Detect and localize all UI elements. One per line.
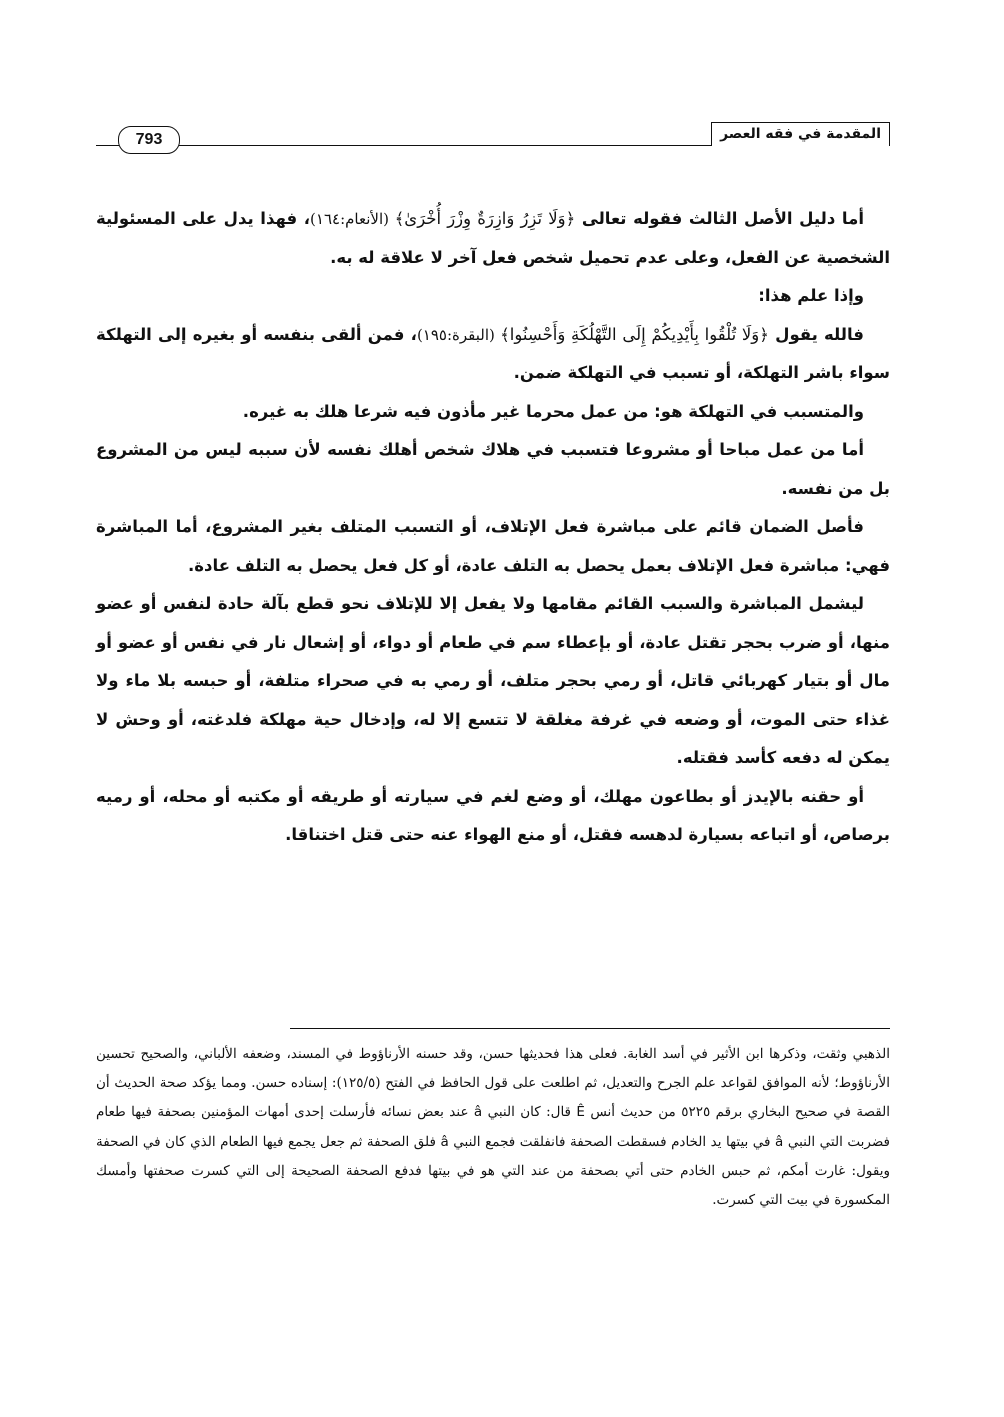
honorific-glyph: â — [775, 1133, 784, 1150]
paragraph-3-intro: فالله يقول — [768, 324, 864, 344]
verse-reference-anam: (الأنعام:١٦٤) — [310, 210, 395, 228]
honorific-glyph: â — [440, 1133, 449, 1150]
running-header — [96, 122, 890, 146]
paragraph-4: والمتسبب في التهلكة هو: من عمل محرما غير مأذون فيه شرعا هلك به غيره. — [242, 401, 864, 421]
quran-verse-anam: ﴿وَلَا تَزِرُ وَازِرَةٌ وِزْرَ أُخْرَىٰ﴾ — [394, 209, 576, 228]
paragraph-1-intro: أما دليل الأصل الثالث فقوله تعالى — [575, 209, 864, 228]
main-text — [96, 200, 890, 855]
paragraph-5: أما من عمل مباحا أو مشروعا فتسبب في هلاك شخص أهلك نفسه لأن سببه ليس من المشروع بل من نفسه. — [96, 440, 890, 498]
honorific-glyph: Ê — [576, 1104, 585, 1121]
paragraph-3 — [96, 316, 890, 393]
footnote-rule — [290, 1028, 890, 1029]
paragraph-8: أو حقنه بالإيدز أو بطاعون مهلك، أو وضع لغم في سيارته أو طريقه أو مكتبه أو محله، أو رميه برصاص، أو اتباعه بسيارة لدهسه فقتل، أو منع الهواء عنه حتى قتل اختناقا. — [96, 786, 890, 844]
paragraph-1 — [96, 200, 890, 277]
footnote-part-2: قال: كان النبي — [482, 1104, 577, 1121]
footnote-part-1: الذهبي وثقت، وذكرها ابن الأثير في أسد الغابة. فعلى هذا فحديثها حسن، وقد حسنه الأرناؤوط في المسند، وضعفه الألباني، والصحيح تحسين الأرناؤوط؛ لأنه الموافق لقواعد علم الجرح والتعديل، ثم اطلعت على قول الحافظ في الفتح (١٢٥/٥): إسناده حسن. ومما يؤكد صحة الحديث أن القصة في صحيح البخاري برقم ٥٢٢٥ من حديث أنس — [96, 1046, 890, 1121]
honorific-glyph: â — [473, 1104, 483, 1121]
footnote — [96, 1040, 890, 1215]
paragraph-3-text: ، فمن ألقى بنفسه أو بغيره إلى التهلكة سواء باشر التهلكة، أو تسبب في التهلكة ضمن. — [96, 324, 890, 382]
paragraph-6: فأصل الضمان قائم على مباشرة فعل الإتلاف، أو التسبب المتلف بغير المشروع، أما المباشرة فهي: مباشرة فعل الإتلاف بعمل يحصل به التلف عادة، أو كل فعل يحصل به التلف عادة. — [96, 517, 890, 575]
paragraph-1-text: ، فهذا يدل على المسئولية الشخصية عن الفعل، وعلى عدم تحميل شخص فعل آخر لا علاقة له به. — [96, 209, 890, 267]
verse-reference-baqarah: (البقرة:١٩٥) — [416, 325, 501, 344]
footnote-part-5: فلق الصحفة ثم جعل يجمع فيها الطعام الذي كان في الصحفة ويقول: غارت أمكم، ثم حبس الخادم حتى أتي بصحفة من عند التي هو في بيتها فدفع الصحفة الصحيحة إلى التي كسرت صحفتها وأمسك المكسورة في بيت التي كسرت. — [96, 1133, 890, 1209]
paragraph-2: وإذا علم هذا: — [758, 286, 864, 305]
footnote-part-3: عند بعض نسائه فأرسلت إحدى أمهات المؤمنين بصحفة فيها طعام فضربت التي النبي — [96, 1104, 890, 1150]
footnote-part-4: في بيتها يد الخادم فسقطت الصحفة فانفلقت فجمع النبي — [448, 1133, 776, 1150]
book-title: المقدمة في فقه العصر — [711, 122, 890, 146]
paragraph-7: ليشمل المباشرة والسبب القائم مقامها ولا يفعل إلا للإتلاف نحو قطع بآلة حادة لنفس أو عضو منها، أو ضرب بحجر تقتل عادة، أو بإعطاء سم في طعام أو دواء، أو إشعال نار في نفس أو عضو أو مال أو بتيار كهربائي قاتل، أو رمي بحجر متلف، أو رمي به في صحراء متلفة، أو حبسه بلا ماء ولا غذاء حتى الموت، أو وضعه في غرفة مغلقة لا تتسع إلا له، وإدخال حية مهلكة فلدغته، أو وحش لا يمكن له دفعه كأسد فقتله. — [96, 594, 890, 767]
quran-verse-baqarah: ﴿وَلَا تُلْقُوا بِأَيْدِيكُمْ إِلَى التَّهْلُكَةِ وَأَحْسِنُوا﴾ — [500, 324, 769, 344]
page-number: 793 — [118, 126, 180, 154]
